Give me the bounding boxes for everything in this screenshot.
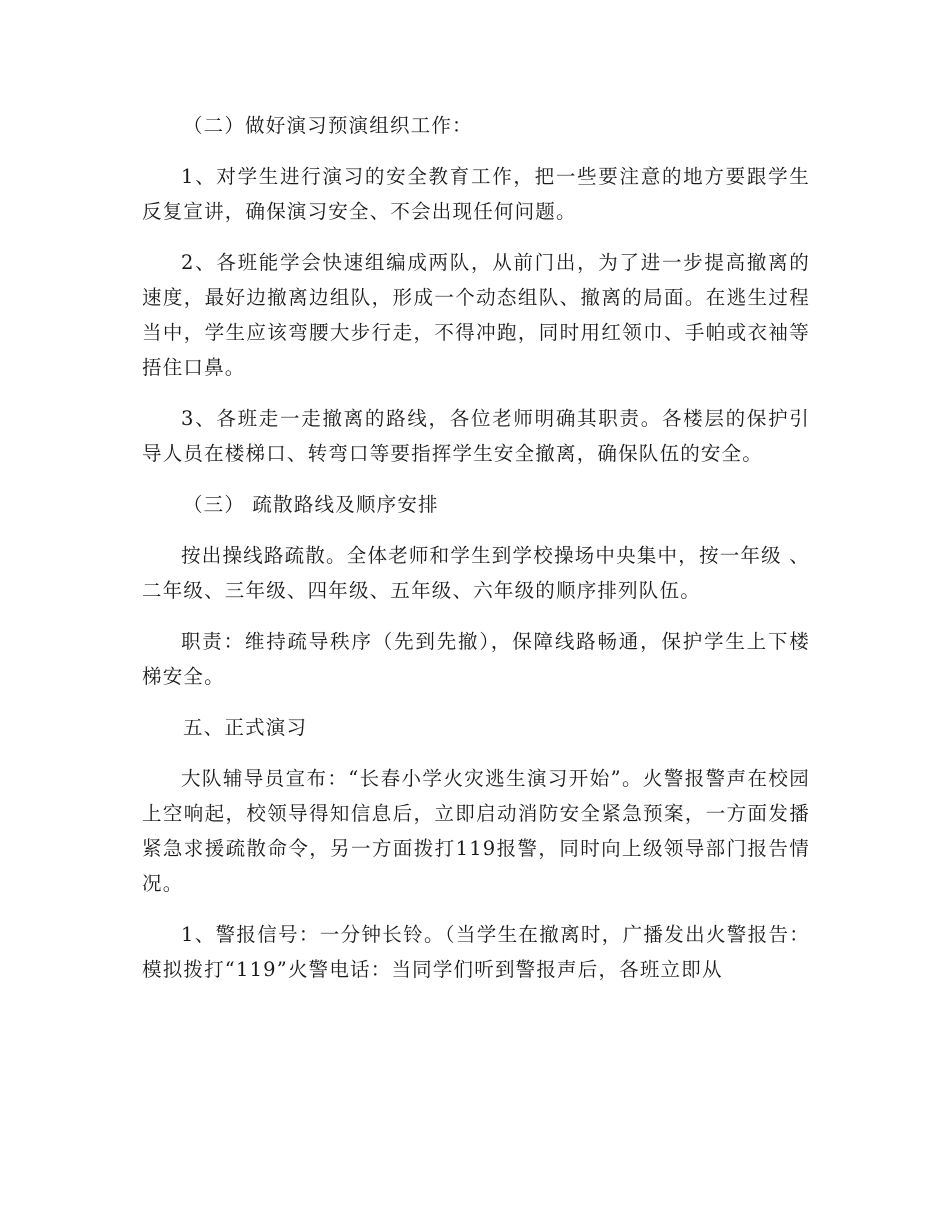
paragraph-safety-education: 1、对学生进行演习的安全教育工作，把一些要注意的地方要跟学生反复宣讲，确保演习安全、不会出现任何问题。	[142, 165, 810, 223]
document-body	[142, 108, 810, 1003]
section-heading-evacuation-order: （三） 疏散路线及顺序安排	[182, 493, 439, 516]
paragraph-alarm-signal: 1、警报信号：一分钟长铃。（当学生在撤离时，广播发出火警报告：模拟拨打“119”火警电话：当同学们听到警报声后，各班立即从	[142, 923, 810, 981]
section-heading-drill-preparation: （二）做好演习预演组织工作：	[182, 114, 473, 137]
paragraph-class-grouping: 2、各班能学会快速组编成两队，从前门出，为了进一步提高撤离的速度，最好边撤离边组队，形成一个动态组队、撤离的局面。在逃生过程当中，学生应该弯腰大步行走，不得冲跑，同时用红领巾、手帕或衣袖等捂住口鼻。	[142, 251, 810, 379]
paragraph-assembly: 按出操线路疏散。全体老师和学生到学校操场中央集中，按一年级 、二年级、三年级、四年级、五年级、六年级的顺序排列队伍。	[142, 544, 810, 602]
paragraph-drill-start: 大队辅导员宣布：“长春小学火灾逃生演习开始”。火警报警声在校园上空响起，校领导得知信息后，立即启动消防安全紧急预案，一方面发播紧急求援疏散命令，另一方面拨打119报警，同时向上级领导部门报告情况。	[142, 767, 810, 895]
paragraph-evacuation-route: 3、各班走一走撤离的路线，各位老师明确其职责。各楼层的保护引导人员在楼梯口、转弯口等要指挥学生安全撤离，确保队伍的安全。	[142, 407, 810, 465]
paragraph-duties: 职责：维持疏导秩序（先到先撤），保障线路畅通，保护学生上下楼梯安全。	[142, 630, 810, 688]
section-heading-formal-drill: 五、正式演习	[182, 716, 308, 739]
